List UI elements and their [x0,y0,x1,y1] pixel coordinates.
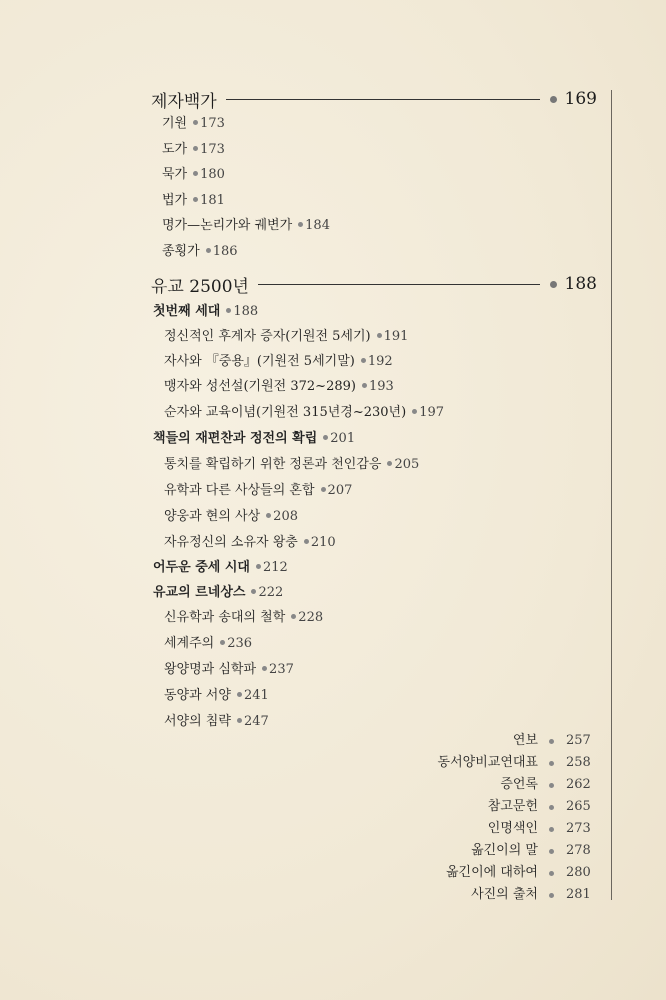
bullet-dot-icon [193,146,198,151]
appendix-entry: 인명색인 273 [487,821,591,836]
section-page: 169 [564,89,597,109]
appendix-entry: 동서양비교연대표 258 [437,755,591,770]
toc-entry: 왕양명과 심학파 237 [164,662,294,677]
appendix-entry: 참고문헌 265 [487,799,591,814]
bullet-dot-icon [549,739,554,744]
bullet-dot-icon [220,640,225,645]
leader-rule [226,99,540,100]
toc-entry: 묵가 180 [162,167,225,182]
appendix-entry: 사진의 출처 281 [471,887,591,902]
toc-entry: 동양과 서양 241 [164,688,269,703]
toc-entry: 서양의 침략 247 [164,714,269,729]
section-title: 유교 2500년 [151,276,249,297]
bullet-dot-icon [549,871,554,876]
bullet-dot-icon [377,333,382,338]
bullet-dot-icon [387,461,392,466]
bullet-dot-icon [549,849,554,854]
bullet-dot-icon [193,197,198,202]
toc-entry: 맹자와 성선설(기원전 372~289) 193 [164,379,394,394]
toc-subheading: 첫번째 세대 188 [153,304,259,319]
toc-subheading: 유교의 르네상스 222 [153,585,284,600]
appendix-entry: 옮긴이에 대하여 280 [445,865,591,880]
margin-rule [611,90,612,900]
toc-entry: 세계주의 236 [164,636,253,651]
bullet-dot-icon [323,435,328,440]
bullet-dot-icon [362,383,367,388]
section-heading [151,88,597,110]
bullet-dot-icon [226,308,231,313]
toc-entry: 자사와 『중용』(기원전 5세기말) 192 [164,354,393,369]
bullet-dot-icon [549,761,554,766]
toc-entry: 자유정신의 소유자 왕충 210 [164,535,336,550]
bullet-dot-icon [321,487,326,492]
toc-entry: 순자와 교육이념(기원전 315년경~230년) 197 [164,405,445,420]
section-page: 188 [564,274,597,294]
bullet-dot-icon [291,614,296,619]
bullet-dot-icon [193,120,198,125]
bullet-dot-icon [266,513,271,518]
bullet-dot-icon [206,248,211,253]
bullet-dot-icon [256,564,261,569]
toc-subheading: 책들의 재편찬과 정전의 확립 201 [153,431,356,446]
toc-entry: 명가—논리가와 궤변가 184 [162,218,330,233]
appendix-entry: 증언록 262 [500,777,591,792]
leader-rule [258,284,540,285]
bullet-dot-icon [298,222,303,227]
toc-entry: 신유학과 송대의 철학 228 [164,610,324,625]
toc-entry: 양웅과 현의 사상 208 [164,509,298,524]
toc-entry: 법가 181 [162,193,225,208]
bullet-dot-icon [193,171,198,176]
bullet-dot-icon [237,718,242,723]
appendix-entry: 연보 257 [512,733,591,748]
toc-subheading: 어두운 중세 시대 212 [153,560,288,575]
bullet-dot-icon [361,358,366,363]
bullet-dot-icon [412,409,417,414]
bullet-dot-icon [549,783,554,788]
bullet-dot-icon [262,666,267,671]
toc-entry: 유학과 다른 사상들의 혼합 207 [164,483,353,498]
bullet-dot-icon [550,281,557,288]
section-heading [151,273,597,295]
bullet-dot-icon [304,539,309,544]
bullet-dot-icon [549,805,554,810]
toc-entry: 통치를 확립하기 위한 정론과 천인감응 205 [164,457,420,472]
bullet-dot-icon [549,893,554,898]
bullet-dot-icon [550,96,557,103]
toc-entry: 도가 173 [162,142,225,157]
bullet-dot-icon [549,827,554,832]
section-title: 제자백가 [151,91,217,112]
appendix-entry: 옮긴이의 말 278 [471,843,591,858]
toc-entry: 기원 173 [162,116,225,131]
bullet-dot-icon [251,589,256,594]
toc-entry: 종횡가 186 [162,244,238,259]
bullet-dot-icon [237,692,242,697]
toc-entry: 정신적인 후계자 증자(기원전 5세기) 191 [164,329,409,344]
